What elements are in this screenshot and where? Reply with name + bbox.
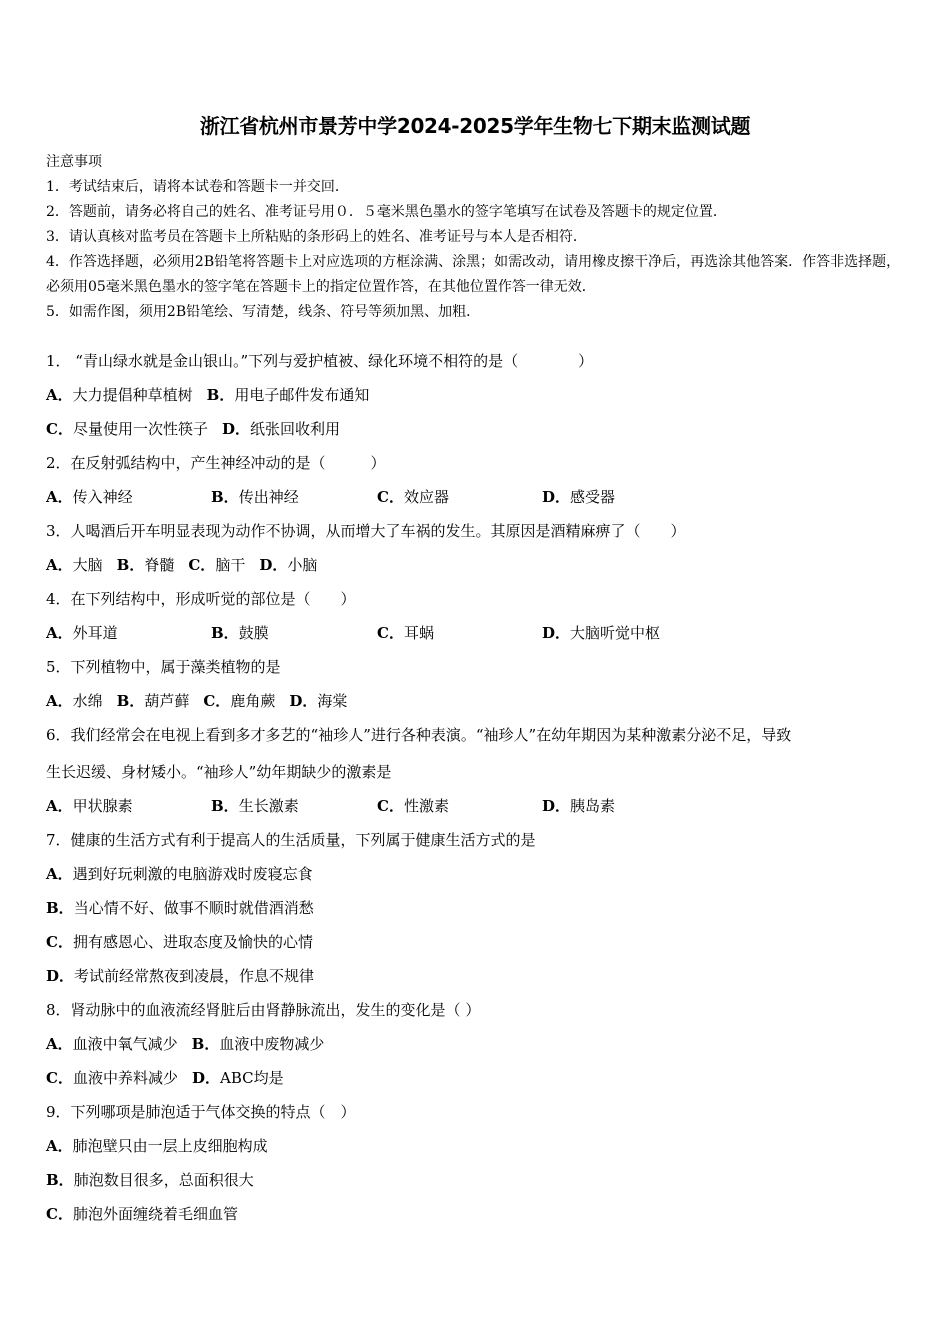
question-3-option-d[interactable]: D．小脑 xyxy=(259,556,318,574)
question-6-option-a[interactable]: A．甲状腺素 xyxy=(46,797,133,815)
notice-section xyxy=(46,150,908,325)
question-6-options xyxy=(46,792,908,826)
question-6-stem: 6．我们经常会在电视上看到多才多艺的“袖珍人”进行各种表演。“袖珍人”在幼年期因为某种激素分泌不足，导致 xyxy=(46,726,792,744)
question-8-option-row xyxy=(46,1064,908,1098)
question-3-options xyxy=(46,551,908,585)
question-1-option-c[interactable]: C．尽量使用一次性筷子 xyxy=(46,420,208,438)
question-5-option-a[interactable]: A．水绵 xyxy=(46,692,103,710)
question-5-option-c[interactable]: C．鹿角蕨 xyxy=(203,692,276,710)
question-1-option-row xyxy=(46,381,908,415)
question-2-stem: 2．在反射弧结构中，产生神经冲动的是（ ） xyxy=(46,454,386,472)
question-9-option-c[interactable]: C．肺泡外面缠绕着毛细血管 xyxy=(46,1205,238,1223)
question-7-option-d[interactable]: D．考试前经常熬夜到凌晨，作息不规律 xyxy=(46,967,315,985)
question-8-option-a[interactable]: A．血液中氧气减少 xyxy=(46,1035,178,1053)
question-8-option-b[interactable]: B．血液中废物减少 xyxy=(191,1035,325,1053)
page-title: 浙江省杭州市景芳中学2024-2025学年生物七下期末监测试题 xyxy=(199,114,751,138)
question-5-option-b[interactable]: B．葫芦藓 xyxy=(116,692,190,710)
question-1-option-row xyxy=(46,415,908,449)
question-8-option-row xyxy=(46,1030,908,1064)
question-3-option-c[interactable]: C．脑干 xyxy=(188,556,246,574)
question-8-option-c[interactable]: C．血液中养料减少 xyxy=(46,1069,178,1087)
question-6-option-d[interactable]: D．胰岛素 xyxy=(542,797,616,815)
question-7-option-b[interactable]: B．当心情不好、做事不顺时就借酒消愁 xyxy=(46,899,314,917)
question-8-stem: 8．肾动脉中的血液流经肾脏后由肾静脉流出，发生的变化是（ ） xyxy=(46,1001,481,1019)
question-4-stem: 4．在下列结构中，形成听觉的部位是（ ） xyxy=(46,590,356,608)
question-7-stem: 7．健康的生活方式有利于提高人的生活质量，下列属于健康生活方式的是 xyxy=(46,831,536,849)
notice-heading: 注意事项 xyxy=(46,154,102,170)
question-6-option-c[interactable]: C．性激素 xyxy=(377,797,449,815)
question-2-option-c[interactable]: C．效应器 xyxy=(377,488,449,506)
notice-item: 1．考试结束后，请将本试卷和答题卡一并交回． xyxy=(46,179,349,195)
question-9-option-a[interactable]: A．肺泡壁只由一层上皮细胞构成 xyxy=(46,1137,268,1155)
question-7-option-a[interactable]: A．遇到好玩刺激的电脑游戏时废寝忘食 xyxy=(46,865,313,883)
question-4-option-b[interactable]: B．鼓膜 xyxy=(211,624,269,642)
question-2-option-b[interactable]: B．传出神经 xyxy=(211,488,299,506)
question-5-option-d[interactable]: D．海棠 xyxy=(289,692,348,710)
question-8-option-d[interactable]: D．ABC均是 xyxy=(191,1069,284,1087)
question-4-option-a[interactable]: A．外耳道 xyxy=(46,624,118,642)
question-6-stem-continued: 生长迟缓、身材矮小。“袖珍人”幼年期缺少的激素是 xyxy=(46,763,392,781)
notice-item: 5．如需作图，须用2B铅笔绘、写清楚，线条、符号等须加黑、加粗． xyxy=(46,304,481,320)
question-3-option-b[interactable]: B．脊髓 xyxy=(116,556,175,574)
question-4-option-c[interactable]: C．耳蜗 xyxy=(377,624,434,642)
question-5-stem: 5．下列植物中，属于藻类植物的是 xyxy=(46,658,281,676)
question-2-options xyxy=(46,483,908,517)
question-9-stem: 9．下列哪项是肺泡适于气体交换的特点（ ） xyxy=(46,1103,356,1121)
question-1-option-b[interactable]: B．用电子邮件发布通知 xyxy=(206,386,370,404)
question-1-stem: 1． “青山绿水就是金山银山。”下列与爱护植被、绿化环境不相符的是（ ） xyxy=(46,352,594,370)
question-7-option-c[interactable]: C．拥有感恩心、进取态度及愉快的心情 xyxy=(46,933,313,951)
question-1-option-a[interactable]: A．大力提倡种草植树 xyxy=(46,386,193,404)
question-2-option-a[interactable]: A．传入神经 xyxy=(46,488,133,506)
question-3-stem: 3．人喝酒后开车明显表现为动作不协调，从而增大了车祸的发生。其原因是酒精麻痹了（ ） xyxy=(46,522,686,540)
question-4-options xyxy=(46,619,908,653)
question-2-option-d[interactable]: D．感受器 xyxy=(542,488,616,506)
questions-section xyxy=(46,347,908,1234)
question-5-options xyxy=(46,687,908,721)
notice-item: 2．答题前，请务必将自己的姓名、准考证号用０．５毫米黑色墨水的签字笔填写在试卷及答题卡的规定位置． xyxy=(46,204,727,220)
question-1-option-d[interactable]: D．纸张回收利用 xyxy=(221,420,340,438)
question-9-option-b[interactable]: B．肺泡数目很多，总面积很大 xyxy=(46,1171,254,1189)
question-3-option-a[interactable]: A．大脑 xyxy=(46,556,103,574)
notice-item: 3．请认真核对监考员在答题卡上所粘贴的条形码上的姓名、准考证号与本人是否相符． xyxy=(46,229,587,245)
question-4-option-d[interactable]: D．大脑听觉中枢 xyxy=(542,624,661,642)
notice-item: 4．作答选择题，必须用2B铅笔将答题卡上对应选项的方框涂满、涂黑；如需改动，请用橡皮擦干净后，再选涂其他答案．作答非选择题，必须用05毫米黑色墨水的签字笔在答题卡上的指定位置作答，在其他位置作答一律无效． xyxy=(46,254,901,295)
question-6-option-b[interactable]: B．生长激素 xyxy=(211,797,299,815)
